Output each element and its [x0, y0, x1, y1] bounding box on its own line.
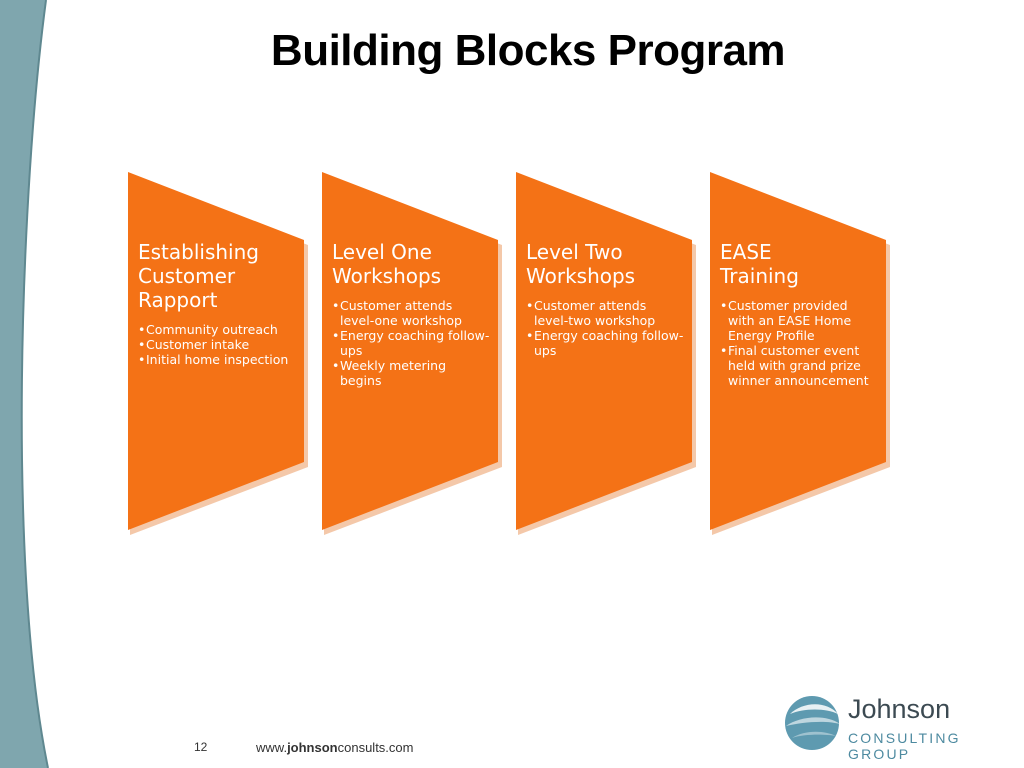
list-item: •Customer attends level-two workshop	[526, 298, 656, 328]
step-bullet-list	[332, 298, 490, 388]
list-item: •Community outreach	[138, 322, 278, 337]
list-item: •Final customer event held with grand prize winner announcement	[720, 343, 869, 388]
step-heading: Level Two Workshops	[526, 240, 636, 288]
slide-title: Building Blocks Program	[270, 26, 786, 75]
globe-swirl-icon	[782, 692, 842, 754]
step-heading: EASE Training	[720, 240, 799, 288]
list-item: •Energy coaching follow-ups	[332, 328, 490, 358]
company-logo	[782, 692, 1022, 762]
step-block-3	[512, 170, 696, 532]
step-block-1	[124, 170, 308, 532]
logo-subtitle: CONSULTING GROUP	[848, 730, 961, 762]
step-block-2	[318, 170, 502, 532]
step-bullet-list	[720, 298, 878, 388]
list-item: •Customer intake	[138, 337, 250, 352]
list-item: •Customer attends level-one workshop	[332, 298, 462, 328]
list-item: •Initial home inspection	[138, 352, 289, 367]
list-item: •Customer provided with an EASE Home Energy Profile	[720, 298, 852, 343]
step-heading: Establishing Customer Rapport	[138, 240, 259, 312]
logo-name: Johnson	[848, 694, 951, 724]
step-heading: Level One Workshops	[332, 240, 442, 288]
list-item: •Energy coaching follow-ups	[526, 328, 684, 358]
step-bullet-list	[526, 298, 684, 358]
website-link[interactable]: www.johnsonconsults.com	[256, 740, 414, 755]
step-bullet-list	[138, 322, 296, 367]
page-number: 12	[194, 740, 208, 754]
left-accent-bar	[0, 0, 70, 768]
step-block-4	[706, 170, 890, 532]
list-item: •Weekly metering begins	[332, 358, 447, 388]
